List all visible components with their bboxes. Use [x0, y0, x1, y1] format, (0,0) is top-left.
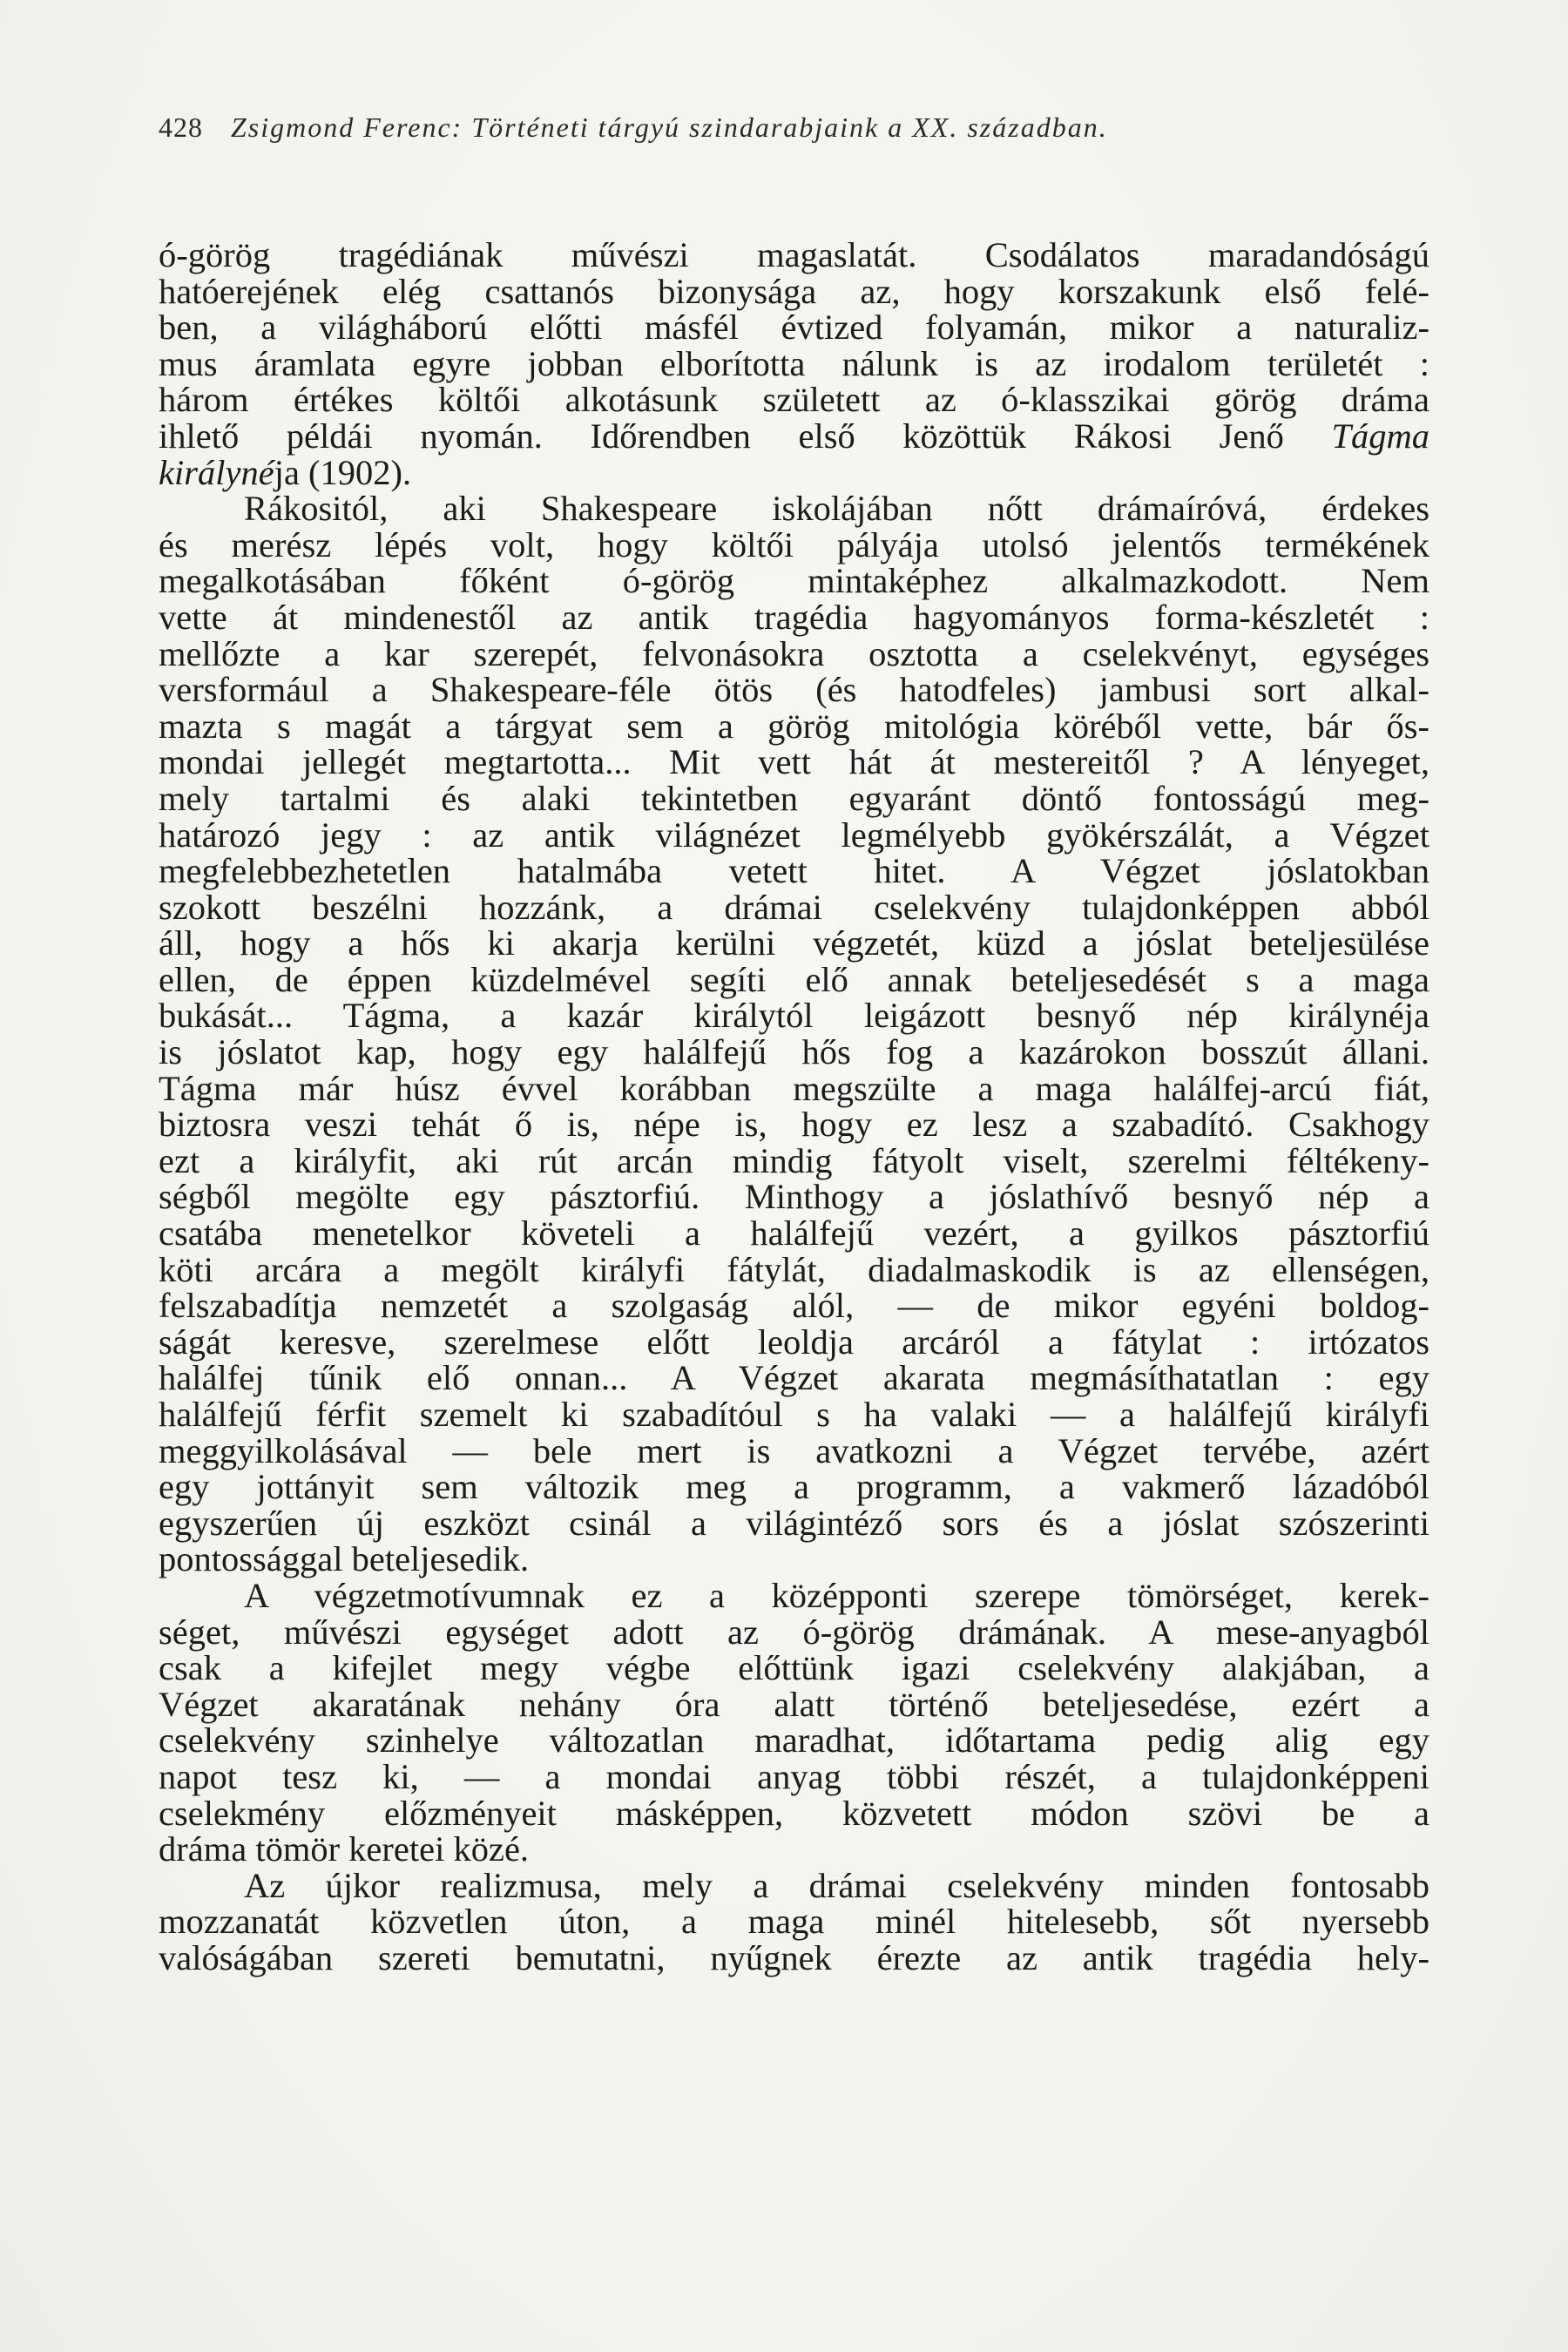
text-line-content: ezt a királyfit, aki rút arcán mindig fátyolt viselt, szerelmi féltékeny-: [159, 1140, 1429, 1180]
text-line: [159, 418, 1429, 455]
text-line-content: megfelebbezhetetlen hatalmába vetett hitet. A Végzet jóslatokban: [159, 851, 1429, 891]
text-line-content: Végzet akaratának nehány óra alatt történő beteljesedése, ezért a: [159, 1684, 1429, 1724]
text-line: [159, 309, 1429, 346]
running-header: [159, 112, 1396, 144]
text-line: [159, 599, 1429, 636]
text-line-content: ságát keresve, szerelmese előtt leoldja arcáról a fátylat : irtózatos: [159, 1321, 1429, 1362]
text-line: [159, 271, 1429, 311]
text-line: [159, 1575, 1429, 1615]
text-line: [159, 778, 1429, 818]
text-line-content: csatába menetelkor követeli a halálfejű vezért, a gyilkos pásztorfiú: [159, 1213, 1429, 1254]
text-line-content: napot tesz ki, — a mondai anyag többi részét, a tulajdonképpeni: [159, 1756, 1429, 1796]
text-line: [159, 1215, 1429, 1252]
text-line: [159, 997, 1429, 1034]
text-line: [159, 1288, 1429, 1324]
text-line: [159, 343, 1429, 383]
text-line: [159, 1756, 1429, 1796]
text-line: [159, 814, 1429, 855]
text-line: [159, 452, 1429, 492]
text-line-content: ellen, de éppen küzdelmével segíti elő annak beteljesedését s a maga: [159, 959, 1429, 999]
text-line: [159, 1865, 1429, 1905]
text-line-content: három értékes költői alkotásunk született az ó-klasszikai görög dráma: [159, 380, 1429, 420]
text-line-content: bukását... Tágma, a kazár királytól leigázott besnyő nép királynéja: [159, 996, 1429, 1036]
text-line-content: mellőzte a kar szerepét, felvonásokra osztotta a cselekvényt, egységes: [159, 633, 1429, 673]
text-line-content: Az újkor realizmusa, mely a drámai cselekvény minden fontosabb: [244, 1865, 1429, 1905]
text-line-content: köti arcára a megölt királyfi fátylát, diadalmaskodik is az ellenségen,: [159, 1249, 1429, 1289]
text-line-content: ihlető példái nyomán. Időrendben első közöttük Rákosi Jenő: [159, 416, 1332, 456]
text-line: [159, 237, 1429, 274]
text-line-content: dráma tömör keretei közé.: [159, 1829, 530, 1869]
text-line-content: ó-görög tragédiának művészi magaslatát. Csodálatos maradandóságú: [159, 235, 1429, 274]
text-line-content: halálfej tűnik elő onnan... A Végzet akarata megmásíthatatlan : egy: [159, 1358, 1429, 1398]
text-line-content: egy jottányit sem változik meg a programm, a vakmerő lázadóból: [159, 1467, 1429, 1507]
text-line-content: mus áramlata egyre jobban elborította nálunk is az irodalom területét :: [159, 343, 1429, 383]
text-line-content: csak a kifejlet megy végbe előttünk igazi cselekvény alakjában, a: [159, 1648, 1429, 1688]
text-line-content: valóságában szereti bemutatni, nyűgnek érezte az antik tragédia hely-: [159, 1937, 1429, 1977]
text-line: [159, 1249, 1429, 1289]
text-line: [159, 1937, 1429, 1977]
text-line-content: ben, a világháború előtti másfél évtized folyamán, mikor a naturaliz-: [159, 308, 1429, 348]
text-line-content: mazta s magát a tárgyat sem a görög mitológia köréből vette, bár ős-: [159, 706, 1429, 746]
text-line: [159, 1903, 1429, 1940]
text-line: [159, 1140, 1429, 1180]
text-line-content: mondai jellegét megtartotta... Mit vett hát át mestereitől ? A lényeget,: [159, 742, 1429, 782]
text-line: [159, 1430, 1429, 1470]
text-line-content: cselekmény előzményeit másképpen, közvetett módon szövi be a: [159, 1793, 1429, 1833]
text-line: [159, 1360, 1429, 1396]
text-line-content: ja (1902).: [274, 452, 412, 492]
text-line-content: egyszerűen új eszközt csinál a világintéző sors és a jóslat szószerinti: [159, 1503, 1429, 1543]
text-line-content: pontossággal beteljesedik.: [159, 1539, 530, 1579]
body-text: [159, 237, 1429, 1977]
text-line: [159, 490, 1429, 527]
text-line-content: Tágma már húsz évvel korábban megszülte a maga halálfej-arcú fiát,: [159, 1068, 1429, 1108]
text-line: [159, 708, 1429, 745]
text-line: [159, 1650, 1429, 1686]
text-line: [159, 853, 1429, 889]
text-line: [159, 633, 1429, 673]
page-number: 428: [159, 112, 203, 143]
text-line-content: vette át mindenestől az antik tragédia hagyományos forma-készletét :: [159, 597, 1429, 637]
text-line: [159, 1541, 1429, 1578]
text-line-content: mozzanatát közvetlen úton, a maga minél hitelesebb, sőt nyersebb: [159, 1902, 1429, 1942]
italic-title: Tágma: [1331, 416, 1429, 456]
text-line: [159, 672, 1429, 708]
text-line-content: Rákositól, aki Shakespeare iskolájában nőtt drámaíróvá, érdekes: [244, 489, 1429, 529]
text-line: [159, 1722, 1429, 1759]
text-line-content: halálfejű férfit szemelt ki szabadítóul s ha valaki — a halálfejű királyfi: [159, 1395, 1429, 1434]
text-line: [159, 1179, 1429, 1215]
text-line-content: A végzetmotívumnak ez a középponti szerepe tömörséget, kerek-: [244, 1575, 1429, 1615]
text-line-content: meggyilkolásával — bele mert is avatkozni a Végzet tervébe, azért: [159, 1430, 1429, 1470]
text-line: [159, 1505, 1429, 1542]
text-line: [159, 744, 1429, 781]
text-line-content: séget, művészi egységet adott az ó-görög drámának. A mese-anyagból: [159, 1612, 1429, 1652]
text-line: [159, 1686, 1429, 1723]
text-line: [159, 1396, 1429, 1433]
italic-title: királyné: [159, 452, 274, 492]
text-line: [159, 1831, 1429, 1868]
text-line-content: megalkotásában főként ó-görög mintaképhez alkalmazkodott. Nem: [159, 561, 1429, 601]
text-line: [159, 1469, 1429, 1505]
text-line-content: hatóerejének elég csattanós bizonysága az, hogy korszakunk első felé-: [159, 271, 1429, 311]
text-line: [159, 382, 1429, 418]
text-line-content: mely tartalmi és alaki tekintetben egyaránt döntő fontosságú meg-: [159, 778, 1429, 818]
text-line-content: biztosra veszi tehát ő is, népe is, hogy ez lesz a szabadító. Csakhogy: [159, 1105, 1429, 1145]
text-line: [159, 1795, 1429, 1832]
text-line: [159, 925, 1429, 962]
text-line: [159, 1068, 1429, 1108]
text-line: [159, 1106, 1429, 1143]
running-title: Zsigmond Ferenc: Történeti tárgyú szindarabjaink a XX. században.: [231, 112, 1108, 143]
text-line: [159, 1321, 1429, 1362]
text-line-content: szokott beszélni hozzánk, a drámai cselekvény tulajdonképpen abból: [159, 887, 1429, 927]
text-line: [159, 1034, 1429, 1071]
text-line-content: ségből megölte egy pásztorfiú. Minthogy a jóslathívő besnyő nép a: [159, 1177, 1429, 1217]
text-line: [159, 1614, 1429, 1651]
text-line: [159, 524, 1429, 564]
text-line-content: áll, hogy a hős ki akarja kerülni végzetét, küzd a jóslat beteljesülése: [159, 923, 1429, 963]
text-line: [159, 889, 1429, 926]
text-line-content: felszabadítja nemzetét a szolgaság alól, — de mikor egyéni boldog-: [159, 1286, 1429, 1326]
text-line-content: cselekvény szinhelye változatlan maradhat, időtartama pedig alig egy: [159, 1720, 1429, 1761]
text-line-content: is jóslatot kap, hogy egy halálfejű hős fog a kazárokon bosszút állani.: [159, 1032, 1429, 1072]
text-line: [159, 959, 1429, 999]
text-line-content: határozó jegy : az antik világnézet legmélyebb gyökérszálát, a Végzet: [159, 814, 1429, 855]
text-line: [159, 563, 1429, 599]
text-line-content: és merész lépés volt, hogy költői pályája utolsó jelentős termékének: [159, 524, 1429, 564]
text-line-content: versformául a Shakespeare-féle ötös (és hatodfeles) jambusi sort alkal-: [159, 670, 1429, 710]
